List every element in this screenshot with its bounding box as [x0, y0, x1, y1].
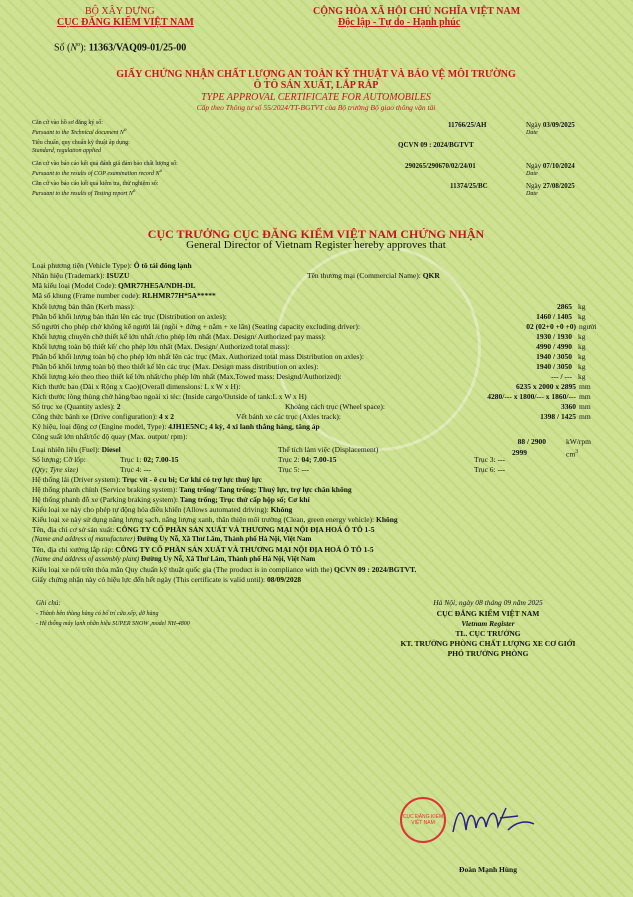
field-tire-4: Trục 4: --- [120, 465, 151, 474]
field-seat-label: Số người cho phép chở không kể người lái (ngồi + đứng + nằm + xe lăn) (Seating capacity excluding driver): [32, 322, 360, 331]
field-axmass-unit: kg [578, 352, 586, 361]
field-pay-unit: kg [578, 332, 586, 341]
field-wheel-label: Khoảng cách trục (Wheel space): [285, 402, 385, 411]
field-kerb-value: 2865 [557, 302, 572, 311]
sign-role-3: PHÓ TRƯỞNG PHÒNG [447, 649, 529, 658]
cert-number-label: Số $(N^o)$: 11363/VAQ09-01/25-00 [54, 42, 187, 54]
field-assembly-plant: Tên, địa chỉ xưởng lắp ráp: CÔNG TY CỔ PHẦN SẢN XUẤT VÀ THƯƠNG MẠI NỘI ĐỊA HOÁ Ô TÔ 1-5 [32, 545, 374, 554]
field-parking-brake: Hệ thống phanh đỗ xe (Parking braking system): Tang trống; Trục thứ cấp hộp số; Cơ khí [32, 495, 310, 504]
field-green-energy: Kiểu loại xe này sử dụng năng lượng sạch, năng lượng xanh, thân thiện môi trường (Clean, green energy vehicle): Không [32, 515, 398, 524]
field-towed-label: Khối lượng kéo theo theo thiết kế lớn nhất/cho phép lớn nhất (Max.Towed mass: Designd/Authorized): [32, 372, 342, 381]
ref-1-label: Căn cứ vào hồ sơ đăng ký số: [32, 120, 103, 126]
title-line-2: Ô TÔ SẢN XUẤT, LẮP RÁP [253, 80, 379, 91]
ref-3-date: Ngày 07/10/2024 [526, 162, 575, 170]
field-frame-code: Mã số khung (Frame number code): RLHMR77H*5A***** [32, 291, 216, 300]
field-disp-unit: $cm^3$ [566, 449, 579, 459]
field-engine: Ký hiệu, loại động cơ (Engine model, Type): 4JH1E5NC; 4 kỳ, 4 xi lanh thẳng hàng, tăng áp [32, 422, 320, 431]
field-pay-label: Khối lượng chuyên chở thiết kế lớn nhất /cho phép lớn nhất (Max. Design/ Authorized pay mass): [32, 332, 326, 341]
ref-4-date: Ngày 27/08/2025 [526, 182, 575, 190]
field-kerb-unit: kg [578, 302, 586, 311]
field-total-label: Khối lượng toàn bộ thiết kế/ cho phép lớn nhất (Max. Design/ Authorized total mass): [32, 342, 290, 351]
field-tire-label-en: (Qty; Tyre size) [32, 465, 79, 474]
field-dim-value: 6235 x 2000 x 2895 [516, 382, 576, 391]
field-cargo-unit: mm [579, 392, 591, 401]
field-seat-unit: người [579, 322, 597, 331]
field-tire-3: Trục 3: --- [474, 455, 505, 464]
ref-2-label-en: Standard, regulation applied [32, 148, 102, 154]
signer-name: Đoàn Mạnh Hùng [459, 865, 517, 874]
field-total-value: 4990 / 4990 [536, 342, 572, 351]
field-validity: Giấy chứng nhận này có hiệu lực đến hết ngày (This certificate is valid until): 08/09/2028 [32, 575, 302, 584]
republic-name: CỘNG HÒA XÃ HỘI CHỦ NGHĨA VIỆT NAM [313, 6, 521, 17]
field-automated: Kiểu loại xe này cho phép tự động hóa điều khiển (Allows automated driving): Không [32, 505, 293, 514]
field-fuel: Loại nhiên liệu (Fuel): Diesel [32, 445, 121, 454]
ref-4-value: 11374/25/BC [450, 182, 488, 190]
approve-subheading: General Director of Vietnam Register hereby approves that [186, 239, 446, 251]
note-2: - Hệ thống máy lạnh nhãn hiệu SUPER SNOW ,model NH-4800 [36, 621, 190, 627]
ref-1-label-en: Pursuant to the Technical document $N^o$ [32, 128, 127, 136]
field-compliance: Kiểu loại xe nói trên thỏa mãn Quy chuẩn kỹ thuật quốc gia (The product is in compliance with the) QCVN 09 : 2024/BGTVT. [32, 565, 417, 574]
field-track-value: 1398 / 1425 [540, 412, 576, 421]
ref-2-label: Tiêu chuẩn, quy chuẩn kỹ thuật áp dụng: [32, 140, 130, 146]
official-seal: CỤC ĐĂNG KIỂM VIỆT NAM [400, 797, 446, 843]
ref-1-value: 11766/25/AH [448, 121, 487, 129]
title-line-3: TYPE APPROVAL CERTIFICATE FOR AUTOMOBILES [201, 92, 431, 103]
ref-4-label: Căn cứ vào báo cáo kết quả kiểm tra, thử nghiệm số: [32, 181, 159, 187]
cert-number: 11363/VAQ09-01/25-00 [88, 42, 187, 54]
field-assembly-address: (Name and address of assembly plant) Đường Uy Nỗ, Xã Thư Lâm, Thành phố Hà Nội, Việt Nam [32, 555, 316, 563]
ref-3-value: 290265/290670/02/24/01 [405, 162, 476, 170]
ministry: BỘ XÂY DỰNG [85, 6, 155, 17]
field-towed-value: --- / --- [551, 372, 572, 381]
ref-4-date-en: Date [526, 191, 538, 197]
field-axles: Số trục xe (Quantity axles): 2 [32, 402, 121, 411]
field-service-brake: Hệ thống phanh chính (Service braking system): Tang trống/ Tang trống; Thuỷ lực, trợ lực chân không [32, 485, 352, 494]
field-axmass-label: Phân bố khối lượng toàn bộ cho phép lớn nhất lên các trục (Max. Authorized total mass Distribution on axles): [32, 352, 364, 361]
field-wheel-unit: mm [579, 402, 591, 411]
field-trademark: Nhãn hiệu (Trademark): ISUZU [32, 271, 130, 280]
field-cargo-value: 4280/--- x 1800/--- x 1860/--- [487, 392, 576, 401]
field-dim-label: Kích thước bao (Dài x Rộng x Cao)(Overall dimensions: L x W x H): [32, 382, 241, 391]
field-manufacturer: Tên, địa chỉ cơ sở sản xuất: CÔNG TY CỔ PHẦN SẢN XUẤT VÀ THƯƠNG MẠI NỘI ĐỊA HOÁ Ô TÔ 1-5 [32, 525, 375, 534]
title-line-4: Cấp theo Thông tư số 55/2024/TT-BGTVT của Bộ trưởng Bộ giao thông vận tải [196, 103, 436, 112]
field-dim-unit: mm [579, 382, 591, 391]
field-disp-value: 2999 [512, 448, 527, 457]
field-kerb-label: Khối lượng bản thân (Kerb mass): [32, 302, 135, 311]
sign-agency-en: Vietnam Register [461, 619, 515, 628]
field-model-code: Mã kiểu loại (Model Code): QMR77HE5A/NDH-DL [32, 281, 196, 290]
field-tire-label: Số lượng; Cỡ lốp: [32, 455, 86, 464]
field-axdesign-value: 1940 / 3050 [536, 362, 572, 371]
ref-3-date-en: Date [526, 171, 538, 177]
ref-4-label-en: Pursuant to the results of Testing report $N^o$ [32, 189, 136, 197]
field-cargo-label: Kích thước lòng thùng chở hàng/bao ngoài xi téc: (Inside cargo/Outside of tank:L x W x H) [32, 392, 307, 401]
field-axmass-value: 1940 / 3050 [536, 352, 572, 361]
field-steering: Hệ thống lái (Driver system): Trục vít - ê cu bi; Cơ khí có trợ lực thuỷ lực [32, 475, 262, 484]
field-towed-unit: kg [578, 372, 586, 381]
notes-title: Ghi chú: [36, 599, 61, 607]
approve-heading: CỤC TRƯỞNG CỤC ĐĂNG KIỂM VIỆT NAM CHỨNG NHẬN [147, 227, 485, 241]
field-track-label: Vết bánh xe các trục (Axles track): [236, 412, 341, 421]
field-tire-6: Trục 6: --- [474, 465, 505, 474]
field-power-unit: kW/rpm [566, 437, 591, 446]
field-tire-1: Trục 1: 02; 7.00-15 [120, 455, 179, 464]
motto: Độc lập - Tự do - Hạnh phúc [338, 17, 461, 28]
field-wheel-value: 3360 [561, 402, 576, 411]
field-dist-value: 1460 / 1405 [536, 312, 572, 321]
field-seat-value: 02 (02+0 +0 +0) [526, 322, 576, 331]
agency-name: CỤC ĐĂNG KIỂM VIỆT NAM [57, 17, 194, 28]
ref-3-label: Căn cứ vào báo cáo kết quả đánh giá đảm bảo chất lượng số: [32, 161, 178, 167]
field-disp-label: Thể tích làm việc (Displacement) [278, 445, 379, 454]
field-vehicle-type: Loại phương tiện (Vehicle Type): Ô tô tải đông lạnh [32, 261, 192, 270]
field-dist-unit: kg [578, 312, 586, 321]
sign-agency: CỤC ĐĂNG KIỂM VIỆT NAM [436, 609, 540, 618]
title-line-1: GIẤY CHỨNG NHẬN CHẤT LƯỢNG AN TOÀN KỸ THUẬT VÀ BẢO VỆ MÔI TRƯỜNG [116, 69, 516, 80]
field-axdesign-unit: kg [578, 362, 586, 371]
field-axdesign-label: Phân bố khối lượng toàn bộ theo thiết kế lên các trục (Max. Design mass distribution on axles): [32, 362, 319, 371]
field-commercial-name: Tên thương mại (Commercial Name): QKR [307, 271, 440, 280]
note-1: - Thành bên thùng hàng có bố trí cửa xếp, dỡ hàng [36, 611, 159, 617]
sign-role-2: KT. TRƯỞNG PHÒNG CHẤT LƯỢNG XE CƠ GIỚI [400, 639, 576, 648]
ref-1-date-en: Date [526, 130, 538, 136]
field-drive: Công thức bánh xe (Drive configuration): 4 x 2 [32, 412, 174, 421]
field-track-unit: mm [579, 412, 591, 421]
field-power-label: Công suất lớn nhất/tốc độ quay (Max. output/ rpm): [32, 432, 188, 441]
ref-2-value: QCVN 09 : 2024/BGTVT [398, 141, 474, 149]
field-dist-label: Phân bố khối lượng bản thân lên các trục (Distribution on axles): [32, 312, 227, 321]
place-date: Hà Nội, ngày 08 tháng 09 năm 2025 [433, 598, 543, 607]
field-power-value: 88 / 2900 [517, 437, 546, 446]
field-tire-2: Trục 2: 04; 7.00-15 [278, 455, 337, 464]
field-manufacturer-address: (Name and address of manufacturer) Đường Uy Nỗ, Xã Thư Lâm, Thành phố Hà Nội, Việt Nam [32, 535, 312, 543]
field-tire-5: Trục 5: --- [278, 465, 309, 474]
ref-1-date: Ngày 03/09/2025 [526, 121, 575, 129]
sign-role-1: TL. CỤC TRƯỞNG [455, 629, 521, 638]
ref-3-label-en: Pursuant to the results of COP examination record $N^o$ [32, 169, 163, 177]
field-total-unit: kg [578, 342, 586, 351]
signature-mark [448, 802, 538, 842]
field-pay-value: 1930 / 1930 [536, 332, 572, 341]
